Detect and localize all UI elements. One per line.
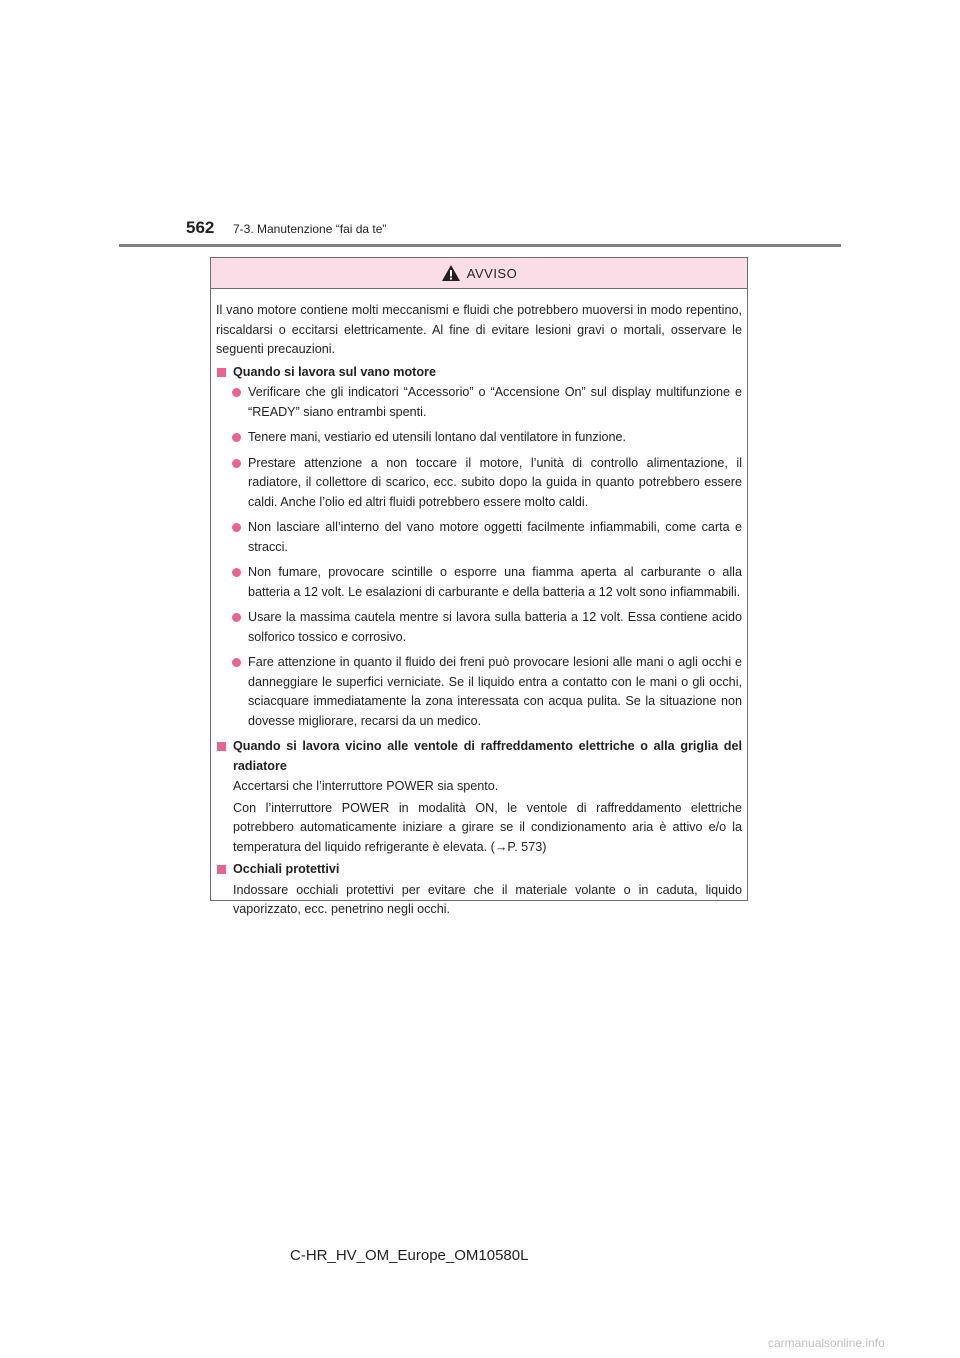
- page-number: 562: [186, 218, 215, 237]
- list-item: [216, 518, 742, 557]
- paragraph: Con l’interruttore POWER in modalità ON, le ventole di raffreddamento elettriche potrebbero automaticamente iniziare a girare se il condizionamento aria è attivo e/o la temperatura del liquido refrigerante è elevata. (→P. 573): [233, 800, 742, 854]
- paragraph: Indossare occhiali protettivi per evitare che il materiale volante o in caduta, liquido vaporizzato, ecc. penetrino negli occhi.: [233, 882, 742, 916]
- section-heading-text: Quando si lavora sul vano motore: [233, 364, 436, 379]
- list-item-text: Non fumare, provocare scintille o esporre una fiamma aperta al carburante o alla batteria a 12 volt. Le esalazioni di carburante e della batteria a 12 volt sono infiammabili.: [248, 565, 742, 599]
- square-bullet-icon: [217, 865, 226, 874]
- warning-box: [210, 257, 748, 916]
- warning-triangle-icon: [441, 264, 461, 282]
- circle-bullet-icon: [232, 388, 241, 397]
- list-item-text: Non lasciare all’interno del vano motore oggetti facilmente infiammabili, come carta e stracci.: [248, 520, 742, 554]
- list-item-text: Fare attenzione in quanto il fluido dei freni può provocare lesioni alle mani o agli occhi e danneggiare le superfici verniciate. Se il liquido entra a contatto con le mani o gli occhi, sciacquare immediatamente la zona interessata con acqua pulita. Se la situazione non dovesse migliorare, recarsi da un medico.: [248, 655, 742, 728]
- list-item: [216, 563, 742, 602]
- warning-intro: Il vano motore contiene molti meccanismi e fluidi che potrebbero muoversi in modo repentino, riscaldarsi o eccitarsi elettricamente. Al fine di evitare lesioni gravi o mortali, osservare le seguenti precauzioni.: [216, 303, 742, 356]
- section-heading: [216, 737, 742, 776]
- header-rule: [119, 244, 841, 247]
- circle-bullet-icon: [232, 523, 241, 532]
- section-heading-text: Quando si lavora vicino alle ventole di raffreddamento elettriche o alla griglia del radiatore: [233, 739, 742, 773]
- manual-code: C-HR_HV_OM_Europe_OM10580L: [290, 1247, 529, 1264]
- list-item: [216, 454, 742, 513]
- circle-bullet-icon: [232, 658, 241, 667]
- watermark: carmanualsonline.info: [768, 1336, 885, 1350]
- section-title: 7-3. Manutenzione “fai da te”: [233, 222, 387, 236]
- list-item-text: Usare la massima cautela mentre si lavora sulla batteria a 12 volt. Essa contiene acido solforico tossico e corrosivo.: [248, 610, 742, 644]
- circle-bullet-icon: [232, 459, 241, 468]
- paragraph: Accertarsi che l’interruttore POWER sia spento.: [233, 779, 499, 793]
- warning-header: [211, 258, 747, 289]
- circle-bullet-icon: [232, 433, 241, 442]
- square-bullet-icon: [217, 368, 226, 377]
- list-item-text: Tenere mani, vestiario ed utensili lontano dal ventilatore in funzione.: [248, 430, 627, 444]
- square-bullet-icon: [217, 742, 226, 751]
- section-heading: [216, 860, 742, 880]
- list-item-text: Prestare attenzione a non toccare il motore, l’unità di controllo alimentazione, il radiatore, il collettore di scarico, ecc. subito dopo la guida in quanto potrebbero essere caldi. Anche l’olio ed altri fluidi potrebbero essere molto caldi.: [248, 455, 742, 509]
- warning-body: [211, 289, 747, 920]
- warning-title: AVVISO: [466, 265, 518, 281]
- section-heading-text: Occhiali protettivi: [233, 862, 340, 876]
- list-item: [216, 608, 742, 647]
- circle-bullet-icon: [232, 613, 241, 622]
- section-heading: [216, 363, 742, 383]
- list-item: [216, 383, 742, 422]
- list-item: [216, 428, 742, 448]
- list-item: [216, 653, 742, 731]
- circle-bullet-icon: [232, 568, 241, 577]
- list-item-text: Verificare che gli indicatori “Accessorio” o “Accensione On” sul display multifunzione e “READY” siano entrambi spenti.: [248, 385, 742, 419]
